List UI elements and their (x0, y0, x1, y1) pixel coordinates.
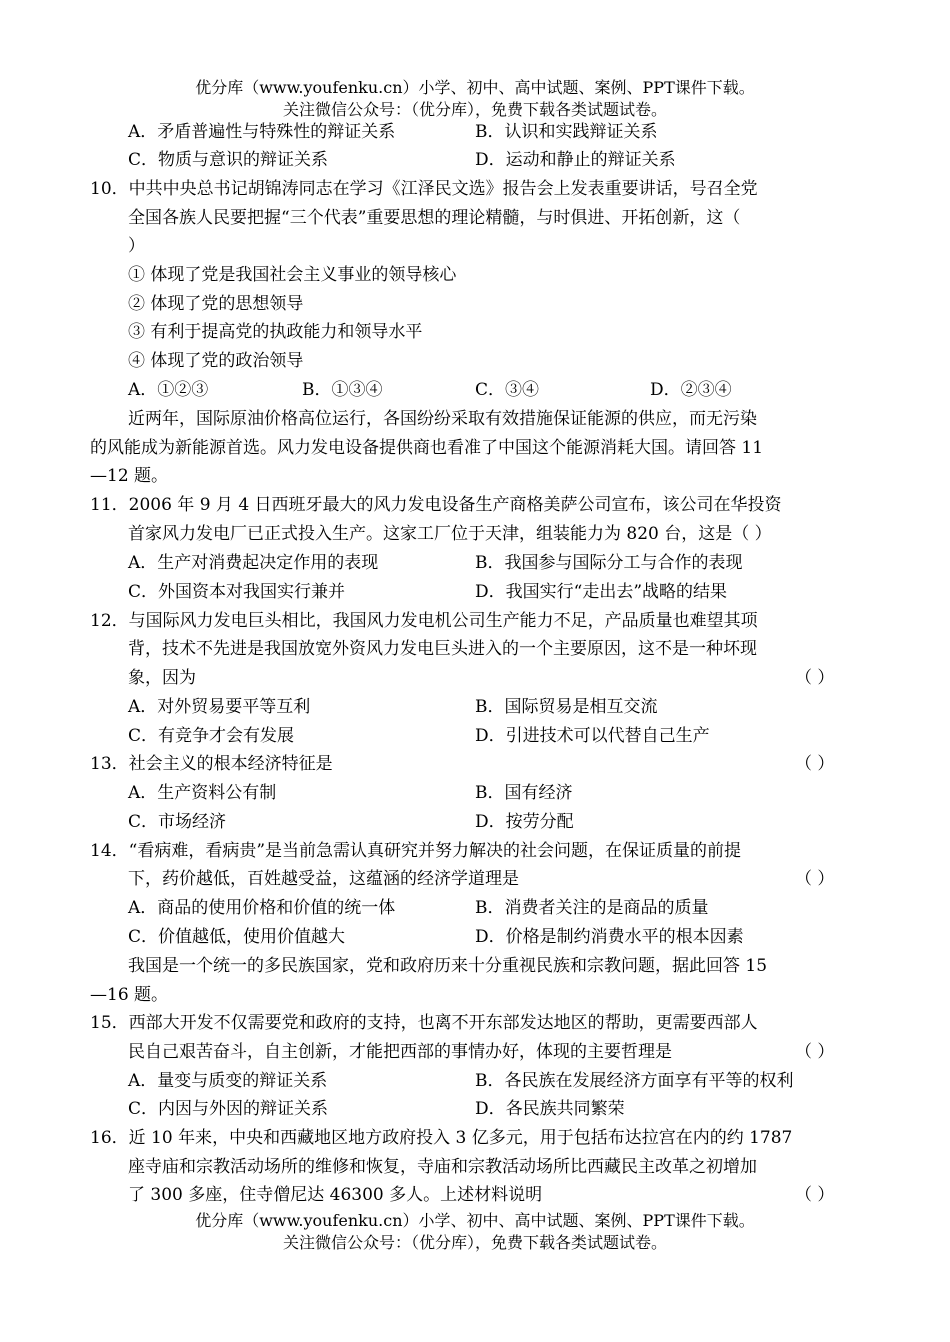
q10-stem-line-3: ） (128, 236, 145, 256)
q9-option-a: A．矛盾普遍性与特殊性的辩证关系 (128, 122, 396, 142)
q15-option-c: C．内因与外因的辩证关系 (128, 1099, 329, 1119)
q14-option-b: B．消费者关注的是商品的质量 (475, 898, 709, 918)
q10-option-b: B．①③④ (302, 380, 383, 400)
q10-statement-4: ④ 体现了党的政治领导 (128, 351, 304, 371)
q11-stem-line-2: 首家风力发电厂已正式投入生产。这家工厂位于天津，组装能力为 820 台，这是（ ） (128, 524, 772, 544)
q10-statement-3: ③ 有利于提高党的执政能力和领导水平 (128, 322, 423, 342)
q12-stem-line-2: 背，技术不先进是我国放宽外资风力发电巨头进入的一个主要原因，这不是一种坏现 (128, 639, 757, 659)
q13-option-d: D．按劳分配 (475, 812, 574, 832)
q13-answer-blank: （ ） (795, 754, 835, 774)
q10-option-a: A．①②③ (128, 380, 209, 400)
q11-option-b: B．我国参与国际分工与合作的表现 (475, 553, 743, 573)
q10-stem-line-1: 10．中共中央总书记胡锦涛同志在学习《江泽民文选》报告会上发表重要讲话，号召全党 (90, 179, 758, 199)
q10-option-c: C．③④ (475, 380, 540, 400)
material-2-line-2: —16 题。 (90, 985, 169, 1005)
footer-line-2: 关注微信公众号：（优分库），免费下载各类试题试卷。 (282, 1233, 667, 1252)
q12-stem-line-3: 象，因为 (128, 668, 196, 688)
q14-stem-line-2: 下，药价越低，百姓越受益，这蕴涵的经济学道理是 (128, 869, 519, 889)
q13-stem-line-1: 13．社会主义的根本经济特征是 (90, 754, 333, 774)
q14-option-a: A．商品的使用价格和价值的统一体 (128, 898, 396, 918)
header-line-1: 优分库（www.youfenku.cn）小学、初中、高中试题、案例、PPT课件下载。 (195, 78, 755, 97)
q16-stem-line-2: 座寺庙和宗教活动场所的维修和恢复，寺庙和宗教活动场所比西藏民主改革之初增加 (128, 1157, 757, 1177)
q13-option-a: A．生产资料公有制 (128, 783, 277, 803)
footer-line-1: 优分库（www.youfenku.cn）小学、初中、高中试题、案例、PPT课件下载。 (195, 1211, 755, 1230)
q14-answer-blank: （ ） (795, 869, 835, 889)
q12-answer-blank: （ ） (795, 668, 835, 688)
header-line-2: 关注微信公众号：（优分库），免费下载各类试题试卷。 (282, 100, 667, 119)
q15-option-b: B．各民族在发展经济方面享有平等的权利 (475, 1071, 794, 1091)
q15-stem-line-2: 民自己艰苦奋斗，自主创新，才能把西部的事情办好，体现的主要哲理是 (128, 1042, 672, 1062)
q13-option-c: C．市场经济 (128, 812, 227, 832)
q16-stem-line-1: 16．近 10 年来，中央和西藏地区地方政府投入 3 亿多元，用于包括布达拉宫在内的约 1787 (90, 1128, 793, 1148)
material-1-line-3: —12 题。 (90, 466, 169, 486)
q12-option-d: D．引进技术可以代替自己生产 (475, 726, 710, 746)
q10-stem-line-2: 全国各族人民要把握“三个代表”重要思想的理论精髓，与时俱进、开拓创新，这（ (128, 208, 741, 228)
q12-option-b: B．国际贸易是相互交流 (475, 697, 658, 717)
q9-option-c: C．物质与意识的辩证关系 (128, 150, 329, 170)
material-1-line-1: 近两年，国际原油价格高位运行，各国纷纷采取有效措施保证能源的供应，而无污染 (128, 409, 757, 429)
q14-option-c: C．价值越低，使用价值越大 (128, 927, 346, 947)
q9-option-d: D．运动和静止的辩证关系 (475, 150, 676, 170)
q15-stem-line-1: 15．西部大开发不仅需要党和政府的支持，也离不开东部发达地区的帮助，更需要西部人 (90, 1013, 758, 1033)
q11-option-d: D．我国实行“走出去”战略的结果 (475, 582, 728, 602)
q9-option-b: B．认识和实践辩证关系 (475, 122, 658, 142)
material-2-line-1: 我国是一个统一的多民族国家，党和政府历来十分重视民族和宗教问题，据此回答 15 (128, 956, 768, 976)
q10-statement-1: ① 体现了党是我国社会主义事业的领导核心 (128, 265, 457, 285)
q16-answer-blank: （ ） (795, 1185, 835, 1205)
q16-stem-line-3: 了 300 多座，住寺僧尼达 46300 多人。上述材料说明 (128, 1185, 543, 1205)
q15-option-a: A．量变与质变的辩证关系 (128, 1071, 328, 1091)
q15-answer-blank: （ ） (795, 1042, 835, 1062)
q15-option-d: D．各民族共同繁荣 (475, 1099, 625, 1119)
q13-option-b: B．国有经济 (475, 783, 573, 803)
q11-option-c: C．外国资本对我国实行兼并 (128, 582, 346, 602)
q14-option-d: D．价格是制约消费水平的根本因素 (475, 927, 744, 947)
q10-option-d: D．②③④ (650, 380, 732, 400)
q10-statement-2: ② 体现了党的思想领导 (128, 294, 304, 314)
q14-stem-line-1: 14．“看病难，看病贵”是当前急需认真研究并努力解决的社会问题，在保证质量的前提 (90, 841, 742, 861)
q12-option-c: C．有竞争才会有发展 (128, 726, 295, 746)
q12-option-a: A．对外贸易要平等互利 (128, 697, 311, 717)
q11-stem-line-1: 11．2006 年 9 月 4 日西班牙最大的风力发电设备生产商格美萨公司宣布，该公司在华投资 (90, 495, 782, 515)
material-1-line-2: 的风能成为新能源首选。风力发电设备提供商也看准了中国这个能源消耗大国。请回答 11 (90, 438, 764, 458)
q11-option-a: A．生产对消费起决定作用的表现 (128, 553, 379, 573)
q12-stem-line-1: 12．与国际风力发电巨头相比，我国风力发电机公司生产能力不足，产品质量也难望其项 (90, 611, 758, 631)
